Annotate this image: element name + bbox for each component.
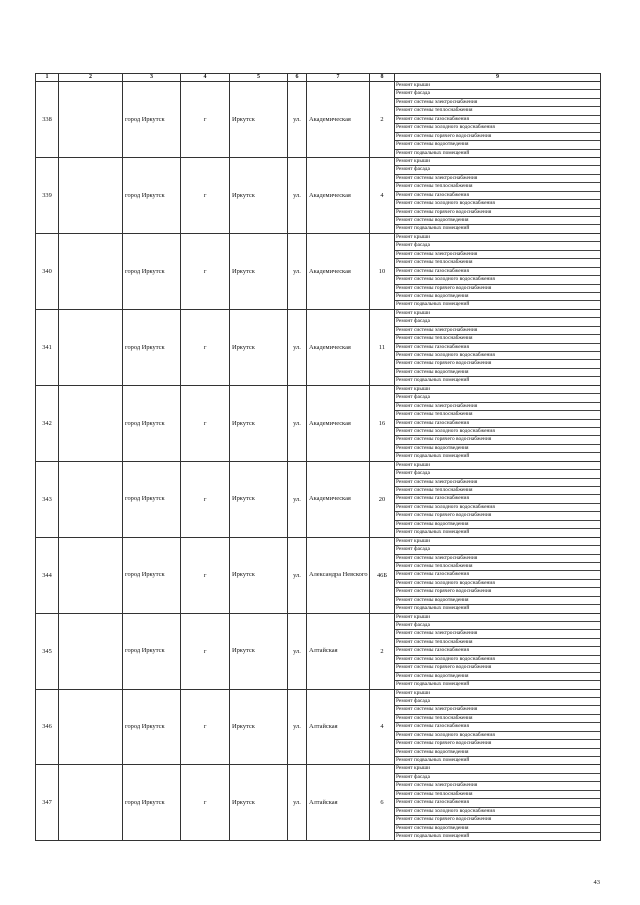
settlement-type-cell: г [181, 537, 230, 613]
column-header: 8 [370, 74, 395, 82]
settlement-type-cell: г [181, 765, 230, 841]
settlement-cell: город Иркутск [123, 537, 181, 613]
column-header: 6 [288, 74, 307, 82]
list-item: Ремонт системы холодного водоснабжения [395, 503, 600, 511]
table-row [36, 82, 601, 158]
list-item: Ремонт фасада [395, 621, 600, 629]
list-item: Ремонт системы водоотведения [395, 368, 600, 376]
municipality-cell [59, 385, 123, 461]
list-item: Ремонт системы газоснабжения [395, 419, 600, 427]
municipality-cell [59, 613, 123, 689]
list-item: Ремонт системы электроснабжения [395, 250, 600, 258]
list-item: Ремонт системы теплоснабжения [395, 638, 600, 646]
list-item: Ремонт крыши [396, 309, 430, 316]
street-type-cell: ул. [288, 537, 307, 613]
list-item: Ремонт подвальных помещений [395, 528, 600, 536]
municipality-cell [59, 233, 123, 309]
list-item: Ремонт системы горячего водоснабжения [395, 132, 600, 140]
list-item: Ремонт системы электроснабжения [395, 402, 600, 410]
house-number-cell: 4 [370, 157, 395, 233]
list-item: Ремонт системы горячего водоснабжения [395, 208, 600, 216]
list-item: Ремонт фасада [395, 773, 600, 781]
table-row [36, 233, 601, 309]
work-types-list [395, 310, 600, 385]
column-header: 5 [230, 74, 288, 82]
street-cell: Академическая [307, 309, 370, 385]
street-cell: Академическая [307, 233, 370, 309]
settlement-cell: город Иркутск [123, 689, 181, 765]
list-item: Ремонт системы электроснабжения [395, 781, 600, 789]
list-item: Ремонт системы электроснабжения [395, 629, 600, 637]
list-item: Ремонт системы водоотведения [395, 596, 600, 604]
list-item: Ремонт системы холодного водоснабжения [395, 123, 600, 131]
work-types-list [395, 690, 600, 765]
settlement-type-cell: г [181, 689, 230, 765]
work-types-cell [395, 461, 601, 537]
column-header: 7 [307, 74, 370, 82]
settlement-type-cell: г [181, 157, 230, 233]
list-item: Ремонт системы горячего водоснабжения [395, 511, 600, 519]
work-types-cell [395, 233, 601, 309]
list-item: Ремонт подвальных помещений [395, 149, 600, 157]
work-types-cell [395, 765, 601, 841]
list-item: Ремонт крыши [396, 765, 430, 772]
list-item: Ремонт подвальных помещений [395, 224, 600, 232]
municipality-cell [59, 157, 123, 233]
table-row [36, 765, 601, 841]
street-cell: Академическая [307, 157, 370, 233]
municipality-cell [59, 82, 123, 158]
column-header: 9 [395, 74, 601, 82]
street-type-cell: ул. [288, 461, 307, 537]
list-item: Ремонт фасада [395, 241, 600, 249]
municipality-cell [59, 765, 123, 841]
list-item: Ремонт системы горячего водоснабжения [395, 284, 600, 292]
list-item: Ремонт крыши [396, 82, 430, 88]
list-item: Ремонт системы водоотведения [395, 824, 600, 832]
list-item: Ремонт системы водоотведения [395, 444, 600, 452]
municipality-cell [59, 689, 123, 765]
row-number: 342 [36, 385, 59, 461]
work-types-cell [395, 537, 601, 613]
work-types-cell [395, 689, 601, 765]
list-item: Ремонт фасада [395, 89, 600, 97]
list-item: Ремонт системы газоснабжения [395, 646, 600, 654]
list-item: Ремонт системы электроснабжения [395, 174, 600, 182]
street-type-cell: ул. [288, 309, 307, 385]
settlement-cell: город Иркутск [123, 613, 181, 689]
list-item: Ремонт системы водоотведения [395, 748, 600, 756]
list-item: Ремонт системы холодного водоснабжения [395, 199, 600, 207]
street-cell: Алтайская [307, 689, 370, 765]
row-number: 343 [36, 461, 59, 537]
settlement-type-cell: г [181, 233, 230, 309]
list-item: Ремонт системы водоотведения [395, 292, 600, 300]
table-row [36, 537, 601, 613]
street-type-cell: ул. [288, 82, 307, 158]
work-types-cell [395, 82, 601, 158]
street-type-cell: ул. [288, 765, 307, 841]
column-header: 1 [36, 74, 59, 82]
table-body [36, 82, 601, 841]
street-type-cell: ул. [288, 689, 307, 765]
settlement-type-cell: г [181, 461, 230, 537]
house-number-cell: 16 [370, 385, 395, 461]
list-item: Ремонт системы водоотведения [395, 140, 600, 148]
row-number: 340 [36, 233, 59, 309]
table-row [36, 385, 601, 461]
list-item: Ремонт подвальных помещений [395, 680, 600, 688]
table-row [36, 461, 601, 537]
list-item: Ремонт системы газоснабжения [395, 722, 600, 730]
settlement-type-cell: г [181, 82, 230, 158]
list-item: Ремонт крыши [396, 233, 430, 240]
list-item: Ремонт системы горячего водоснабжения [395, 587, 600, 595]
row-number: 338 [36, 82, 59, 158]
work-types-list [395, 765, 600, 840]
list-item: Ремонт системы газоснабжения [395, 343, 600, 351]
settlement-cell: город Иркутск [123, 233, 181, 309]
street-cell: Алтайская [307, 765, 370, 841]
list-item: Ремонт системы теплоснабжения [395, 714, 600, 722]
house-number-cell: 4 [370, 689, 395, 765]
street-type-cell: ул. [288, 613, 307, 689]
list-item: Ремонт крыши [396, 157, 430, 164]
list-item: Ремонт системы электроснабжения [395, 705, 600, 713]
list-item: Ремонт системы теплоснабжения [395, 790, 600, 798]
list-item: Ремонт системы холодного водоснабжения [395, 275, 600, 283]
row-number: 345 [36, 613, 59, 689]
municipality-cell [59, 537, 123, 613]
city-cell: Иркутск [230, 157, 288, 233]
list-item: Ремонт системы водоотведения [395, 520, 600, 528]
city-cell: Иркутск [230, 233, 288, 309]
list-item: Ремонт подвальных помещений [395, 376, 600, 384]
work-types-cell [395, 385, 601, 461]
settlement-cell: город Иркутск [123, 385, 181, 461]
list-item: Ремонт системы горячего водоснабжения [395, 815, 600, 823]
list-item: Ремонт системы электроснабжения [395, 98, 600, 106]
list-item: Ремонт системы водоотведения [395, 672, 600, 680]
list-item: Ремонт фасада [395, 165, 600, 173]
list-item: Ремонт системы теплоснабжения [395, 106, 600, 114]
list-item: Ремонт системы электроснабжения [395, 326, 600, 334]
city-cell: Иркутск [230, 461, 288, 537]
list-item: Ремонт системы холодного водоснабжения [395, 731, 600, 739]
list-item: Ремонт системы водоотведения [395, 216, 600, 224]
list-item: Ремонт системы электроснабжения [395, 478, 600, 486]
page-number: 43 [593, 879, 600, 886]
list-item: Ремонт системы горячего водоснабжения [395, 435, 600, 443]
row-number: 344 [36, 537, 59, 613]
list-item: Ремонт системы холодного водоснабжения [395, 579, 600, 587]
work-types-list [395, 462, 600, 537]
list-item: Ремонт фасада [395, 317, 600, 325]
list-item: Ремонт системы газоснабжения [395, 115, 600, 123]
list-item: Ремонт системы горячего водоснабжения [395, 739, 600, 747]
settlement-cell: город Иркутск [123, 82, 181, 158]
table-row [36, 613, 601, 689]
list-item: Ремонт системы теплоснабжения [395, 486, 600, 494]
settlement-type-cell: г [181, 613, 230, 689]
list-item: Ремонт системы теплоснабжения [395, 258, 600, 266]
house-number-cell: 46Б [370, 537, 395, 613]
street-cell: Академическая [307, 385, 370, 461]
settlement-cell: город Иркутск [123, 461, 181, 537]
column-header: 3 [123, 74, 181, 82]
list-item: Ремонт подвальных помещений [395, 452, 600, 460]
house-number-cell: 2 [370, 82, 395, 158]
row-number: 346 [36, 689, 59, 765]
row-number: 347 [36, 765, 59, 841]
repair-program-table [35, 73, 601, 841]
work-types-list [395, 82, 600, 157]
house-number-cell: 2 [370, 613, 395, 689]
list-item: Ремонт фасада [395, 393, 600, 401]
list-item: Ремонт крыши [396, 689, 430, 696]
street-type-cell: ул. [288, 385, 307, 461]
list-item: Ремонт системы холодного водоснабжения [395, 427, 600, 435]
city-cell: Иркутск [230, 385, 288, 461]
work-types-list [395, 538, 600, 613]
list-item: Ремонт крыши [396, 461, 430, 468]
house-number-cell: 10 [370, 233, 395, 309]
list-item: Ремонт фасада [395, 697, 600, 705]
header-row [36, 74, 601, 82]
street-type-cell: ул. [288, 157, 307, 233]
list-item: Ремонт системы газоснабжения [395, 267, 600, 275]
city-cell: Иркутск [230, 82, 288, 158]
city-cell: Иркутск [230, 613, 288, 689]
house-number-cell: 6 [370, 765, 395, 841]
list-item: Ремонт системы горячего водоснабжения [395, 359, 600, 367]
row-number: 341 [36, 309, 59, 385]
list-item: Ремонт системы теплоснабжения [395, 182, 600, 190]
municipality-cell [59, 461, 123, 537]
municipality-cell [59, 309, 123, 385]
city-cell: Иркутск [230, 765, 288, 841]
list-item: Ремонт системы теплоснабжения [395, 562, 600, 570]
house-number-cell: 20 [370, 461, 395, 537]
street-cell: Алтайская [307, 613, 370, 689]
city-cell: Иркутск [230, 309, 288, 385]
settlement-type-cell: г [181, 385, 230, 461]
column-header: 4 [181, 74, 230, 82]
city-cell: Иркутск [230, 689, 288, 765]
list-item: Ремонт подвальных помещений [395, 300, 600, 308]
work-types-list [395, 614, 600, 689]
street-type-cell: ул. [288, 233, 307, 309]
work-types-list [395, 234, 600, 309]
column-header: 2 [59, 74, 123, 82]
list-item: Ремонт системы холодного водоснабжения [395, 351, 600, 359]
row-number: 339 [36, 157, 59, 233]
street-cell: Академическая [307, 82, 370, 158]
list-item: Ремонт крыши [396, 385, 430, 392]
list-item: Ремонт системы газоснабжения [395, 494, 600, 502]
house-number-cell: 11 [370, 309, 395, 385]
settlement-type-cell: г [181, 309, 230, 385]
settlement-cell: город Иркутск [123, 765, 181, 841]
list-item: Ремонт подвальных помещений [395, 756, 600, 764]
city-cell: Иркутск [230, 537, 288, 613]
list-item: Ремонт подвальных помещений [395, 604, 600, 612]
list-item: Ремонт системы газоснабжения [395, 570, 600, 578]
list-item: Ремонт системы теплоснабжения [395, 334, 600, 342]
list-item: Ремонт крыши [396, 613, 430, 620]
settlement-cell: город Иркутск [123, 309, 181, 385]
street-cell: Александра Невского [307, 537, 370, 613]
settlement-cell: город Иркутск [123, 157, 181, 233]
list-item: Ремонт системы электроснабжения [395, 554, 600, 562]
list-item: Ремонт крыши [396, 537, 430, 544]
work-types-cell [395, 309, 601, 385]
list-item: Ремонт системы холодного водоснабжения [395, 807, 600, 815]
list-item: Ремонт системы теплоснабжения [395, 410, 600, 418]
work-types-list [395, 386, 600, 461]
table-row [36, 309, 601, 385]
list-item: Ремонт фасада [395, 545, 600, 553]
list-item: Ремонт системы газоснабжения [395, 798, 600, 806]
list-item: Ремонт системы газоснабжения [395, 191, 600, 199]
work-types-cell [395, 157, 601, 233]
list-item: Ремонт подвальных помещений [395, 832, 600, 840]
list-item: Ремонт системы холодного водоснабжения [395, 655, 600, 663]
table-row [36, 157, 601, 233]
list-item: Ремонт системы горячего водоснабжения [395, 663, 600, 671]
street-cell: Академическая [307, 461, 370, 537]
work-types-cell [395, 613, 601, 689]
work-types-list [395, 158, 600, 233]
list-item: Ремонт фасада [395, 469, 600, 477]
table-row [36, 689, 601, 765]
